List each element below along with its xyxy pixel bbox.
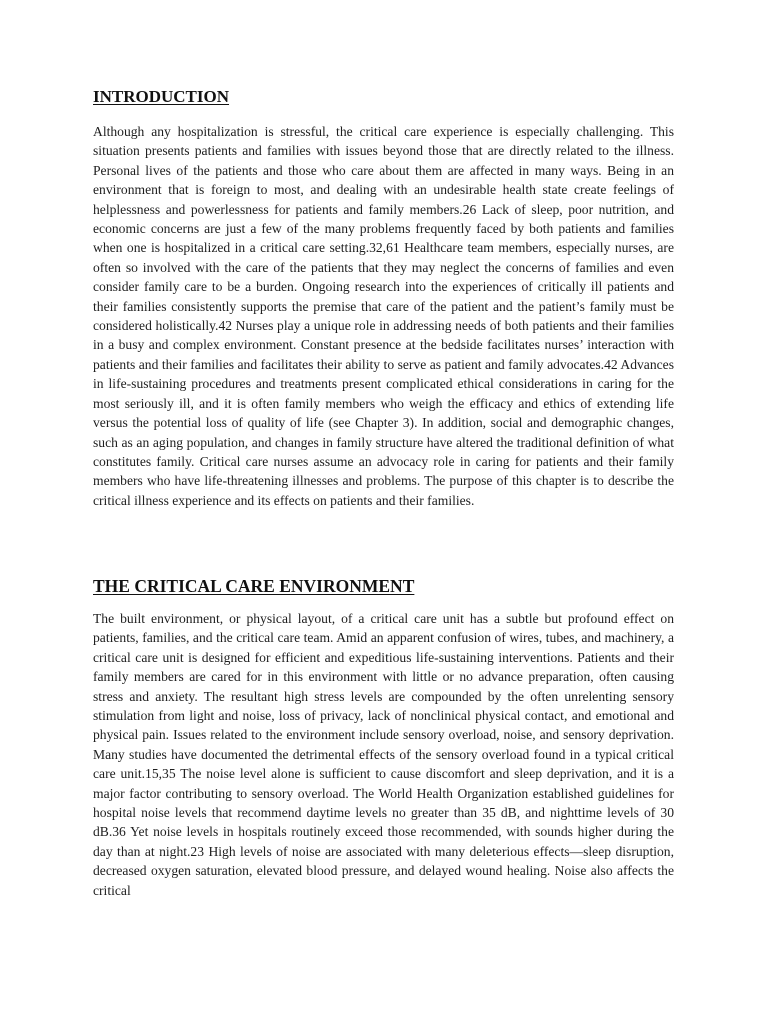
section-heading-introduction: INTRODUCTION — [93, 87, 230, 106]
section-heading-critical-care-environment: THE CRITICAL CARE ENVIRONMENT — [93, 576, 415, 596]
introduction-paragraph: Although any hospitalization is stressful, the critical care experience is especially challenging. This situation presents patients and families with issues beyond those that are directly related to the illness. Personal lives of the patients and those who care about them are affected in many ways. Being in an environment that is foreign to most, and dealing with an undesirable health state create feelings of helplessness and powerlessness for patients and family members.26 Lack of sleep, poor nutrition, and economic concerns are just a few of the many problems frequently faced by both patients and families when one is hospitalized in a critical care setting.32,61 Healthcare team members, especially nurses, are often so involved with the care of the patients that they may neglect the concerns of families and even consider family care to be a burden. Ongoing research into the experiences of critically ill patients and their families consistently supports the premise that care of the patient and the patient’s family must be considered holistically.42 Nurses play a unique role in addressing needs of both patients and their families in a busy and complex environment. Constant presence at the bedside facilitates nurses’ interaction with patients and their families and facilitates their ability to serve as patient and family advocates.42 Advances in life-sustaining procedures and treatments present complicated ethical considerations in caring for the most seriously ill, and it is often family members who weigh the efficacy and ethics of extending life versus the potential loss of quality of life (see Chapter 3). In addition, social and demographic changes, such as an aging population, and changes in family structure have altered the traditional definition of what constitutes family. Critical care nurses assume an advocacy role in caring for patients and their family members who have life-threatening illnesses and problems. The purpose of this chapter is to describe the critical illness experience and its effects on patients and their families. — [93, 124, 674, 508]
critical-care-environment-paragraph: The built environment, or physical layout, of a critical care unit has a subtle but profound effect on patients, families, and the critical care team. Amid an apparent confusion of wires, tubes, and machinery, a critical care unit is designed for efficient and expeditious life-sustaining interventions. Patients and their family members are cared for in this environment with little or no advance preparation, often causing stress and anxiety. The resultant high stress levels are compounded by the often unrelenting sensory stimulation from light and noise, loss of privacy, lack of nonclinical physical contact, and emotional and physical pain. Issues related to the environment include sensory overload, noise, and sensory deprivation. Many studies have documented the detrimental effects of the sensory overload found in a typical critical care unit.15,35 The noise level alone is sufficient to cause discomfort and sleep deprivation, and it is a major factor contributing to sensory overload. The World Health Organization established guidelines for hospital noise levels that recommend daytime levels no greater than 35 dB, and nighttime levels of 30 dB.36 Yet noise levels in hospitals routinely exceed those recommended, with sounds higher during the day than at night.23 High levels of noise are associated with many deleterious effects—sleep disruption, decreased oxygen saturation, elevated blood pressure, and delayed wound healing. Noise also affects the critical — [93, 611, 674, 898]
